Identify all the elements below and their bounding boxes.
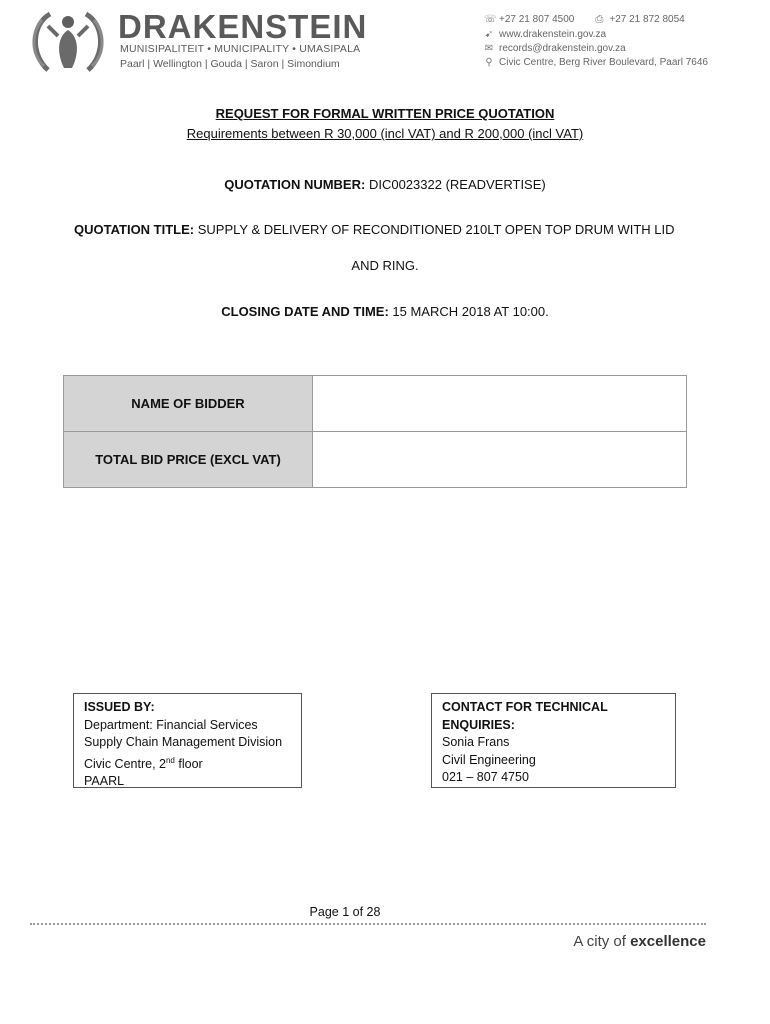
drakenstein-logo-icon	[28, 6, 108, 76]
issued-by-division: Supply Chain Management Division	[84, 735, 283, 749]
contact-email-row	[484, 43, 626, 54]
technical-contact-phone: 021 – 807 4750	[442, 770, 529, 784]
contact-phone-row	[484, 14, 685, 25]
cursor-icon: ➹	[484, 29, 494, 40]
closing-value: 15 MARCH 2018 AT 10:00.	[392, 304, 549, 319]
total-bid-price-field[interactable]	[313, 432, 687, 488]
address: Civic Centre, Berg River Boulevard, Paarl 7646	[499, 57, 708, 68]
phone-icon: ☏	[484, 14, 497, 25]
bidder-table	[63, 375, 687, 488]
technical-contact-name: Sonia Frans	[442, 735, 510, 749]
footer-tagline: A city of excellence	[573, 933, 706, 950]
quotation-title: SUPPLY & DELIVERY OF RECONDITIONED 210LT OPEN TOP DRUM WITH LID	[197, 222, 675, 237]
issued-by-location: Civic Centre, 2nd floor	[84, 755, 203, 771]
fax-icon: ⎙	[595, 14, 604, 25]
envelope-icon: ✉	[484, 43, 494, 54]
requirements-line: Requirements between R 30,000 (incl VAT) and R 200,000 (incl VAT)	[186, 126, 584, 141]
table-row	[64, 432, 687, 488]
contact-address-row	[484, 57, 708, 68]
quotation-title-label: QUOTATION TITLE:	[74, 222, 195, 237]
issued-by-box	[73, 693, 302, 788]
phone-number: +27 21 807 4500	[499, 14, 575, 25]
quotation-number-line	[0, 177, 770, 192]
quotation-title-line	[74, 222, 675, 237]
technical-contact-heading: CONTACT FOR TECHNICAL ENQUIRIES:	[442, 700, 608, 732]
website[interactable]: www.drakenstein.gov.za	[499, 29, 607, 40]
quotation-number: DIC0023322 (READVERTISE)	[368, 177, 546, 192]
page-number: Page 1 of 28	[309, 905, 381, 919]
closing-date-line	[0, 304, 770, 319]
email[interactable]: records@drakenstein.gov.za	[499, 43, 626, 54]
closing-label: CLOSING DATE AND TIME:	[221, 304, 389, 319]
quotation-number-label: QUOTATION NUMBER:	[224, 177, 366, 192]
name-of-bidder-field[interactable]	[313, 376, 687, 432]
brand-name: DRAKENSTEIN	[118, 8, 368, 45]
table-row	[64, 376, 687, 432]
name-of-bidder-label: NAME OF BIDDER	[64, 376, 313, 432]
quotation-title-continued: AND RING.	[351, 258, 419, 273]
location-pin-icon: ⚲	[485, 57, 493, 68]
total-bid-price-label: TOTAL BID PRICE (EXCL VAT)	[64, 432, 313, 488]
footer-divider	[30, 923, 706, 925]
contact-website-row	[484, 29, 606, 40]
technical-contact-box	[431, 693, 676, 788]
issued-by-department: Department: Financial Services	[84, 717, 258, 732]
issued-by-heading: ISSUED BY:	[84, 700, 155, 714]
issued-by-city: PAARL	[84, 774, 125, 789]
brand-towns: Paarl | Wellington | Gouda | Saron | Simondium	[120, 58, 340, 70]
fax-number: +27 21 872 8054	[609, 14, 685, 25]
document-title: REQUEST FOR FORMAL WRITTEN PRICE QUOTATION	[215, 106, 555, 121]
technical-contact-department: Civil Engineering	[442, 752, 536, 767]
brand-subtitle: MUNISIPALITEIT • MUNICIPALITY • UMASIPALA	[120, 43, 361, 55]
